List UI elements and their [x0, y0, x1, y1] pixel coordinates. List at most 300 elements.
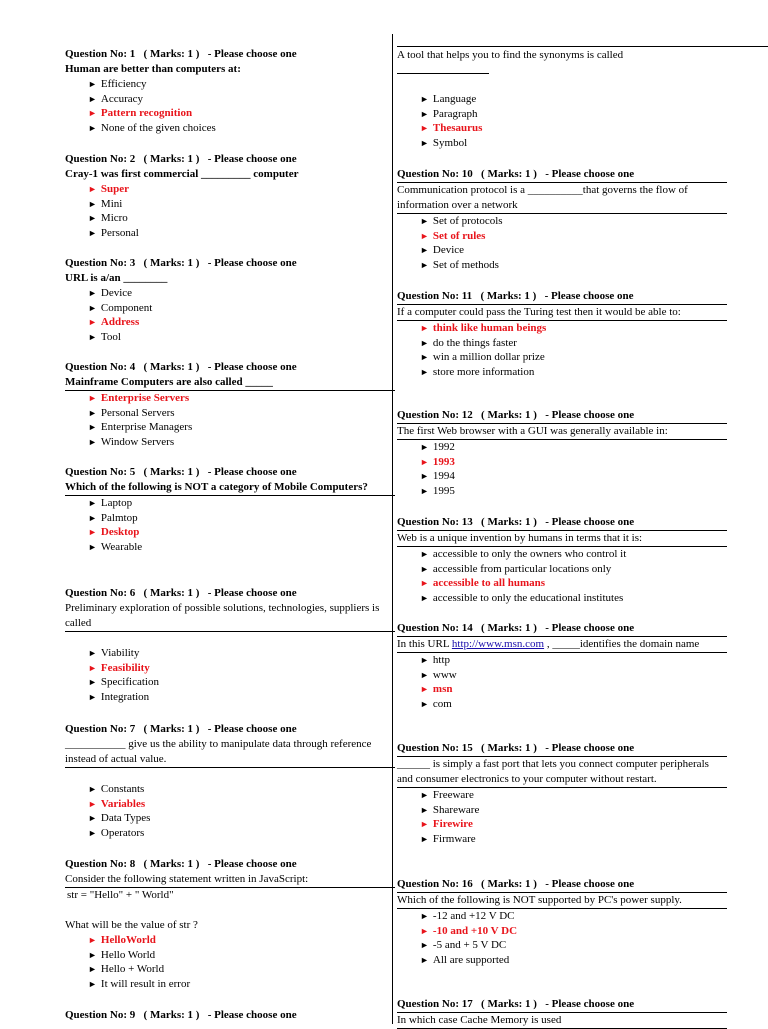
question-block	[397, 741, 768, 847]
triangle-bullet-icon: ►	[88, 407, 97, 418]
triangle-bullet-icon: ►	[420, 790, 429, 800]
question-text: ___________ give us the ability to manipulate data through reference instead of actual value.	[65, 737, 395, 768]
answer-option	[397, 321, 768, 336]
triangle-bullet-icon: ►	[88, 527, 97, 538]
answer-option	[65, 797, 395, 812]
question-header	[65, 1008, 395, 1023]
question-block	[397, 408, 768, 499]
question-header	[397, 515, 768, 530]
option-label: com	[432, 698, 452, 711]
option-label: Hello World	[100, 948, 156, 961]
question-number: Question No: 16	[397, 878, 473, 890]
option	[397, 350, 768, 365]
triangle-bullet-icon: ►	[88, 317, 97, 328]
question-marks: ( Marks: 1 )	[481, 878, 537, 890]
triangle-bullet-icon: ►	[420, 456, 429, 467]
triangle-bullet-icon: ►	[420, 123, 429, 134]
option-label: HelloWorld	[100, 934, 156, 946]
option-label: Efficiency	[100, 78, 147, 90]
triangle-bullet-icon: ►	[88, 784, 97, 794]
question-header	[65, 722, 395, 737]
triangle-bullet-icon: ►	[420, 655, 429, 665]
option-label: Language	[432, 93, 477, 105]
question-number: Question No: 15	[397, 742, 473, 754]
triangle-bullet-icon: ►	[420, 563, 429, 574]
question-marks: ( Marks: 1 )	[143, 723, 200, 735]
option-label: accessible from particular locations only	[432, 562, 612, 575]
option	[397, 938, 768, 953]
question-block	[397, 289, 768, 380]
triangle-bullet-icon: ►	[88, 108, 97, 119]
triangle-bullet-icon: ►	[420, 108, 429, 119]
option	[65, 511, 395, 526]
option-label: accessible to all humans	[432, 577, 546, 590]
question-text-a: In this URL	[397, 638, 452, 650]
option	[397, 243, 768, 258]
option-label: -10 and +10 V DC	[432, 924, 518, 937]
triangle-bullet-icon: ►	[88, 512, 97, 523]
option	[397, 214, 768, 229]
answer-option	[397, 455, 768, 470]
option	[397, 953, 768, 968]
triangle-bullet-icon: ►	[88, 813, 97, 824]
option-label: www	[432, 668, 457, 681]
question-header	[65, 256, 395, 271]
question-marks: ( Marks: 1 )	[481, 742, 537, 754]
option-label: Personal Servers	[100, 406, 175, 419]
triangle-bullet-icon: ►	[420, 549, 429, 559]
triangle-bullet-icon: ►	[88, 964, 97, 975]
answer-option	[397, 229, 768, 244]
option-label: Data Types	[100, 812, 151, 825]
question-instruction: - Please choose one	[545, 409, 635, 421]
question-header	[65, 360, 395, 375]
question-instruction: - Please choose one	[545, 998, 635, 1010]
question-number: Question No: 13	[397, 516, 473, 528]
question-text-b: , _____identifies the domain name	[544, 638, 700, 650]
option-label: Enterprise Managers	[100, 421, 193, 434]
triangle-bullet-icon: ►	[88, 935, 97, 945]
triangle-bullet-icon: ►	[420, 593, 429, 604]
option-label: 1992	[432, 441, 455, 453]
option	[397, 136, 768, 151]
question-number: Question No: 8	[65, 858, 136, 870]
triangle-bullet-icon: ►	[420, 911, 429, 921]
triangle-bullet-icon: ►	[88, 213, 97, 224]
option	[65, 496, 395, 511]
triangle-bullet-icon: ►	[420, 684, 429, 695]
triangle-bullet-icon: ►	[420, 94, 429, 104]
question-header	[65, 465, 395, 480]
answer-blank	[397, 63, 489, 74]
option-label: Super	[100, 183, 130, 195]
option-label: Freeware	[432, 789, 474, 801]
question-instruction: - Please choose one	[207, 1009, 297, 1021]
question-header	[65, 152, 395, 167]
question-block	[65, 1008, 395, 1023]
option-label: Firewire	[432, 818, 473, 831]
option-label: Micro	[100, 212, 128, 225]
option-label: Enterprise Servers	[100, 392, 190, 404]
option-label: Accuracy	[100, 92, 144, 105]
answer-option	[65, 933, 395, 948]
triangle-bullet-icon: ►	[88, 979, 97, 990]
question-header	[397, 997, 768, 1012]
triangle-bullet-icon: ►	[420, 323, 429, 333]
option	[65, 811, 395, 826]
option	[65, 690, 395, 705]
question-block	[65, 722, 395, 841]
question-number: Question No: 3	[65, 257, 136, 269]
question-header	[397, 289, 768, 304]
option-label: Pattern recognition	[100, 107, 193, 120]
option-label: Address	[100, 316, 140, 329]
triangle-bullet-icon: ►	[420, 669, 429, 680]
option	[397, 92, 768, 107]
question-text: ______ is simply a fast port that lets you connect computer peripherals and consumer electronics to your computer without restart.	[397, 756, 727, 788]
answer-option	[397, 682, 768, 697]
question-instruction: - Please choose one	[545, 622, 635, 634]
triangle-bullet-icon: ►	[88, 332, 97, 343]
option	[397, 562, 768, 577]
option-label: Mini	[100, 197, 123, 210]
triangle-bullet-icon: ►	[420, 442, 429, 452]
option	[65, 675, 395, 690]
triangle-bullet-icon: ►	[420, 925, 429, 936]
question-block	[65, 256, 395, 345]
triangle-bullet-icon: ►	[420, 260, 429, 271]
question-number: Question No: 7	[65, 723, 136, 735]
answer-option	[65, 106, 395, 121]
triangle-bullet-icon: ►	[88, 692, 97, 703]
question-instruction: - Please choose one	[207, 723, 297, 735]
option-label: Thesaurus	[432, 122, 483, 135]
option-label: -5 and + 5 V DC	[432, 939, 507, 952]
option-label: Set of rules	[432, 229, 486, 242]
top-rule	[397, 46, 768, 47]
option	[397, 697, 768, 712]
option	[65, 197, 395, 212]
question-block	[397, 515, 768, 606]
question-instruction: - Please choose one	[207, 361, 297, 373]
triangle-bullet-icon: ►	[420, 230, 429, 241]
option	[65, 301, 395, 316]
question-marks: ( Marks: 1 )	[481, 516, 537, 528]
url-link[interactable]: http://www.msn.com	[451, 638, 545, 650]
option-label: All are supported	[432, 954, 510, 967]
option	[397, 909, 768, 924]
question-block	[65, 360, 395, 450]
question-header	[65, 47, 395, 62]
option-label: Palmtop	[100, 511, 138, 524]
option	[397, 107, 768, 122]
question-instruction: - Please choose one	[207, 858, 297, 870]
question-marks: ( Marks: 1 )	[143, 587, 200, 599]
triangle-bullet-icon: ►	[88, 662, 97, 673]
option-label: Set of methods	[432, 259, 499, 272]
question-text: Consider the following statement written in JavaScript:	[65, 872, 395, 888]
question-text: Which of the following is NOT supported by PC's power supply.	[397, 892, 727, 909]
option	[397, 653, 768, 668]
question-text: URL is a/an ________	[65, 272, 168, 284]
option	[397, 788, 768, 803]
answer-option	[397, 924, 768, 939]
option	[65, 77, 395, 92]
question-marks: ( Marks: 1 )	[481, 168, 537, 180]
question-number: Question No: 2	[65, 153, 136, 165]
triangle-bullet-icon: ►	[88, 393, 97, 403]
triangle-bullet-icon: ►	[88, 198, 97, 209]
option-label: Symbol	[432, 137, 468, 150]
question-header	[397, 621, 768, 636]
option	[397, 365, 768, 380]
option-label: -12 and +12 V DC	[432, 910, 515, 922]
option-label: Specification	[100, 676, 159, 689]
question-block	[65, 465, 395, 555]
question-text: The first Web browser with a GUI was generally available in:	[397, 423, 727, 440]
question-number: Question No: 10	[397, 168, 473, 180]
triangle-bullet-icon: ►	[88, 93, 97, 104]
question-header	[397, 408, 768, 423]
question-block	[65, 857, 395, 992]
triangle-bullet-icon: ►	[420, 834, 429, 845]
answer-option	[65, 391, 395, 406]
question-text: A tool that helps you to find the synonyms is called	[397, 49, 624, 61]
triangle-bullet-icon: ►	[88, 949, 97, 960]
question-text-2: What will be the value of str ?	[65, 919, 198, 931]
question-block	[397, 877, 768, 968]
question-number: Question No: 4	[65, 361, 136, 373]
question-marks: ( Marks: 1 )	[481, 409, 537, 421]
option-label: Hello + World	[100, 963, 165, 976]
answer-option	[65, 525, 395, 540]
option-label: It will result in error	[100, 978, 191, 991]
triangle-bullet-icon: ►	[88, 498, 97, 508]
option-label: Operators	[100, 827, 145, 840]
question-number: Question No: 17	[397, 998, 473, 1010]
triangle-bullet-icon: ►	[420, 819, 429, 830]
question-marks: ( Marks: 1 )	[480, 290, 537, 302]
triangle-bullet-icon: ►	[420, 245, 429, 256]
option-label: Feasibility	[100, 661, 150, 674]
answer-option	[397, 121, 768, 136]
question-text: Communication protocol is a __________that governs the flow of information over a network	[397, 182, 727, 214]
option-label: Component	[100, 301, 153, 314]
option	[65, 826, 395, 841]
question-text: Human are better than computers at:	[65, 63, 241, 75]
triangle-bullet-icon: ►	[88, 302, 97, 313]
option-label: think like human beings	[432, 322, 547, 334]
triangle-bullet-icon: ►	[88, 79, 97, 89]
option	[65, 226, 395, 241]
option-label: store more information	[432, 366, 535, 379]
triangle-bullet-icon: ►	[88, 422, 97, 433]
option-label: http	[432, 654, 451, 666]
option-label: Set of protocols	[432, 215, 503, 227]
option	[65, 211, 395, 226]
answer-option	[65, 315, 395, 330]
option-label: Shareware	[432, 803, 480, 816]
question-marks: ( Marks: 1 )	[143, 466, 200, 478]
question-instruction: - Please choose one	[545, 878, 635, 890]
question-marks: ( Marks: 1 )	[143, 48, 200, 60]
question-block	[65, 47, 395, 136]
question-block	[65, 152, 395, 241]
triangle-bullet-icon: ►	[88, 542, 97, 553]
option-label: do the things faster	[432, 336, 517, 349]
answer-option	[65, 661, 395, 676]
triangle-bullet-icon: ►	[88, 648, 97, 658]
question-number: Question No: 14	[397, 622, 473, 634]
option	[65, 420, 395, 435]
option-label: Constants	[100, 783, 145, 795]
question-instruction: - Please choose one	[207, 153, 297, 165]
triangle-bullet-icon: ►	[88, 437, 97, 448]
question-number: Question No: 12	[397, 409, 473, 421]
answer-option	[397, 576, 768, 591]
option-label: Laptop	[100, 497, 133, 509]
option	[397, 336, 768, 351]
triangle-bullet-icon: ►	[88, 123, 97, 134]
option-label: Wearable	[100, 541, 143, 554]
triangle-bullet-icon: ►	[420, 940, 429, 951]
question-marks: ( Marks: 1 )	[143, 858, 200, 870]
triangle-bullet-icon: ►	[420, 804, 429, 815]
question-marks: ( Marks: 1 )	[143, 1009, 200, 1021]
triangle-bullet-icon: ►	[420, 699, 429, 710]
option	[397, 668, 768, 683]
question-instruction: - Please choose one	[545, 742, 635, 754]
triangle-bullet-icon: ►	[420, 352, 429, 363]
question-marks: ( Marks: 1 )	[143, 361, 200, 373]
option	[65, 286, 395, 301]
option	[65, 435, 395, 450]
question-header	[397, 877, 768, 892]
triangle-bullet-icon: ►	[420, 578, 429, 589]
question-text: In which case Cache Memory is used	[397, 1012, 727, 1029]
triangle-bullet-icon: ►	[420, 337, 429, 348]
option-label: accessible to only the owners who control it	[432, 548, 627, 560]
question-instruction: - Please choose one	[207, 466, 297, 478]
option	[65, 646, 395, 661]
question-text: Cray-1 was first commercial _________ computer	[65, 168, 299, 180]
triangle-bullet-icon: ►	[88, 677, 97, 688]
question-text: Preliminary exploration of possible solutions, technologies, suppliers is called	[65, 601, 395, 632]
question-instruction: - Please choose one	[207, 587, 297, 599]
question-instruction: - Please choose one	[207, 257, 297, 269]
option-label: Tool	[100, 331, 121, 344]
option-label: win a million dollar prize	[432, 351, 545, 364]
triangle-bullet-icon: ►	[88, 184, 97, 194]
option	[65, 782, 395, 797]
option-label: Firmware	[432, 833, 476, 846]
triangle-bullet-icon: ►	[420, 486, 429, 497]
option-label: 1993	[432, 455, 455, 468]
option-label: Variables	[100, 797, 146, 810]
option-label: Desktop	[100, 526, 140, 539]
option	[397, 484, 768, 499]
question-instruction: - Please choose one	[545, 516, 635, 528]
triangle-bullet-icon: ►	[420, 367, 429, 378]
option	[65, 92, 395, 107]
option	[397, 258, 768, 273]
triangle-bullet-icon: ►	[88, 798, 97, 809]
option	[397, 591, 768, 606]
triangle-bullet-icon: ►	[420, 216, 429, 226]
answer-option	[65, 182, 395, 197]
option	[397, 547, 768, 562]
question-number: Question No: 9	[65, 1009, 136, 1021]
question-text: Web is a unique invention by humans in terms that it is:	[397, 530, 727, 547]
triangle-bullet-icon: ►	[420, 471, 429, 482]
question-header	[397, 167, 768, 182]
question-block	[65, 586, 395, 705]
question-block	[397, 167, 768, 273]
question-text: Mainframe Computers are also called _____	[65, 375, 395, 391]
question-text: Which of the following is NOT a category of Mobile Computers?	[65, 480, 395, 496]
question-block	[397, 997, 768, 1029]
question-header	[65, 857, 395, 872]
option-label: None of the given choices	[100, 122, 216, 135]
option	[65, 330, 395, 345]
option-label: msn	[432, 683, 453, 696]
question-block	[397, 48, 768, 151]
option-label: Window Servers	[100, 436, 175, 449]
question-block	[397, 621, 768, 712]
question-text	[397, 636, 727, 653]
question-instruction: - Please choose one	[544, 290, 634, 302]
triangle-bullet-icon: ►	[88, 288, 97, 298]
option	[397, 832, 768, 847]
question-marks: ( Marks: 1 )	[143, 153, 200, 165]
option-label: 1995	[432, 485, 455, 498]
option	[65, 977, 395, 992]
triangle-bullet-icon: ►	[88, 228, 97, 239]
option-label: Integration	[100, 691, 150, 704]
question-marks: ( Marks: 1 )	[143, 257, 200, 269]
option	[65, 962, 395, 977]
triangle-bullet-icon: ►	[420, 138, 429, 149]
question-marks: ( Marks: 1 )	[481, 998, 537, 1010]
code-line: str = "Hello" + " World"	[67, 889, 174, 901]
question-header	[397, 741, 768, 756]
option	[65, 406, 395, 421]
triangle-bullet-icon: ►	[420, 955, 429, 966]
option-label: Device	[432, 244, 465, 257]
option-label: Paragraph	[432, 107, 478, 120]
question-marks: ( Marks: 1 )	[481, 622, 537, 634]
question-instruction: - Please choose one	[545, 168, 635, 180]
option	[397, 469, 768, 484]
question-number: Question No: 11	[397, 290, 473, 302]
question-number: Question No: 5	[65, 466, 136, 478]
triangle-bullet-icon: ►	[88, 828, 97, 839]
option	[397, 440, 768, 455]
option	[65, 540, 395, 555]
question-instruction: - Please choose one	[207, 48, 297, 60]
question-number: Question No: 1	[65, 48, 136, 60]
answer-option	[397, 817, 768, 832]
question-number: Question No: 6	[65, 587, 136, 599]
option	[397, 803, 768, 818]
question-header	[65, 586, 395, 601]
option	[65, 121, 395, 136]
question-text: If a computer could pass the Turing test then it would be able to:	[397, 304, 727, 321]
option-label: Viability	[100, 647, 140, 659]
option-label: accessible to only the educational institutes	[432, 592, 624, 605]
option-label: 1994	[432, 470, 455, 483]
option	[65, 948, 395, 963]
